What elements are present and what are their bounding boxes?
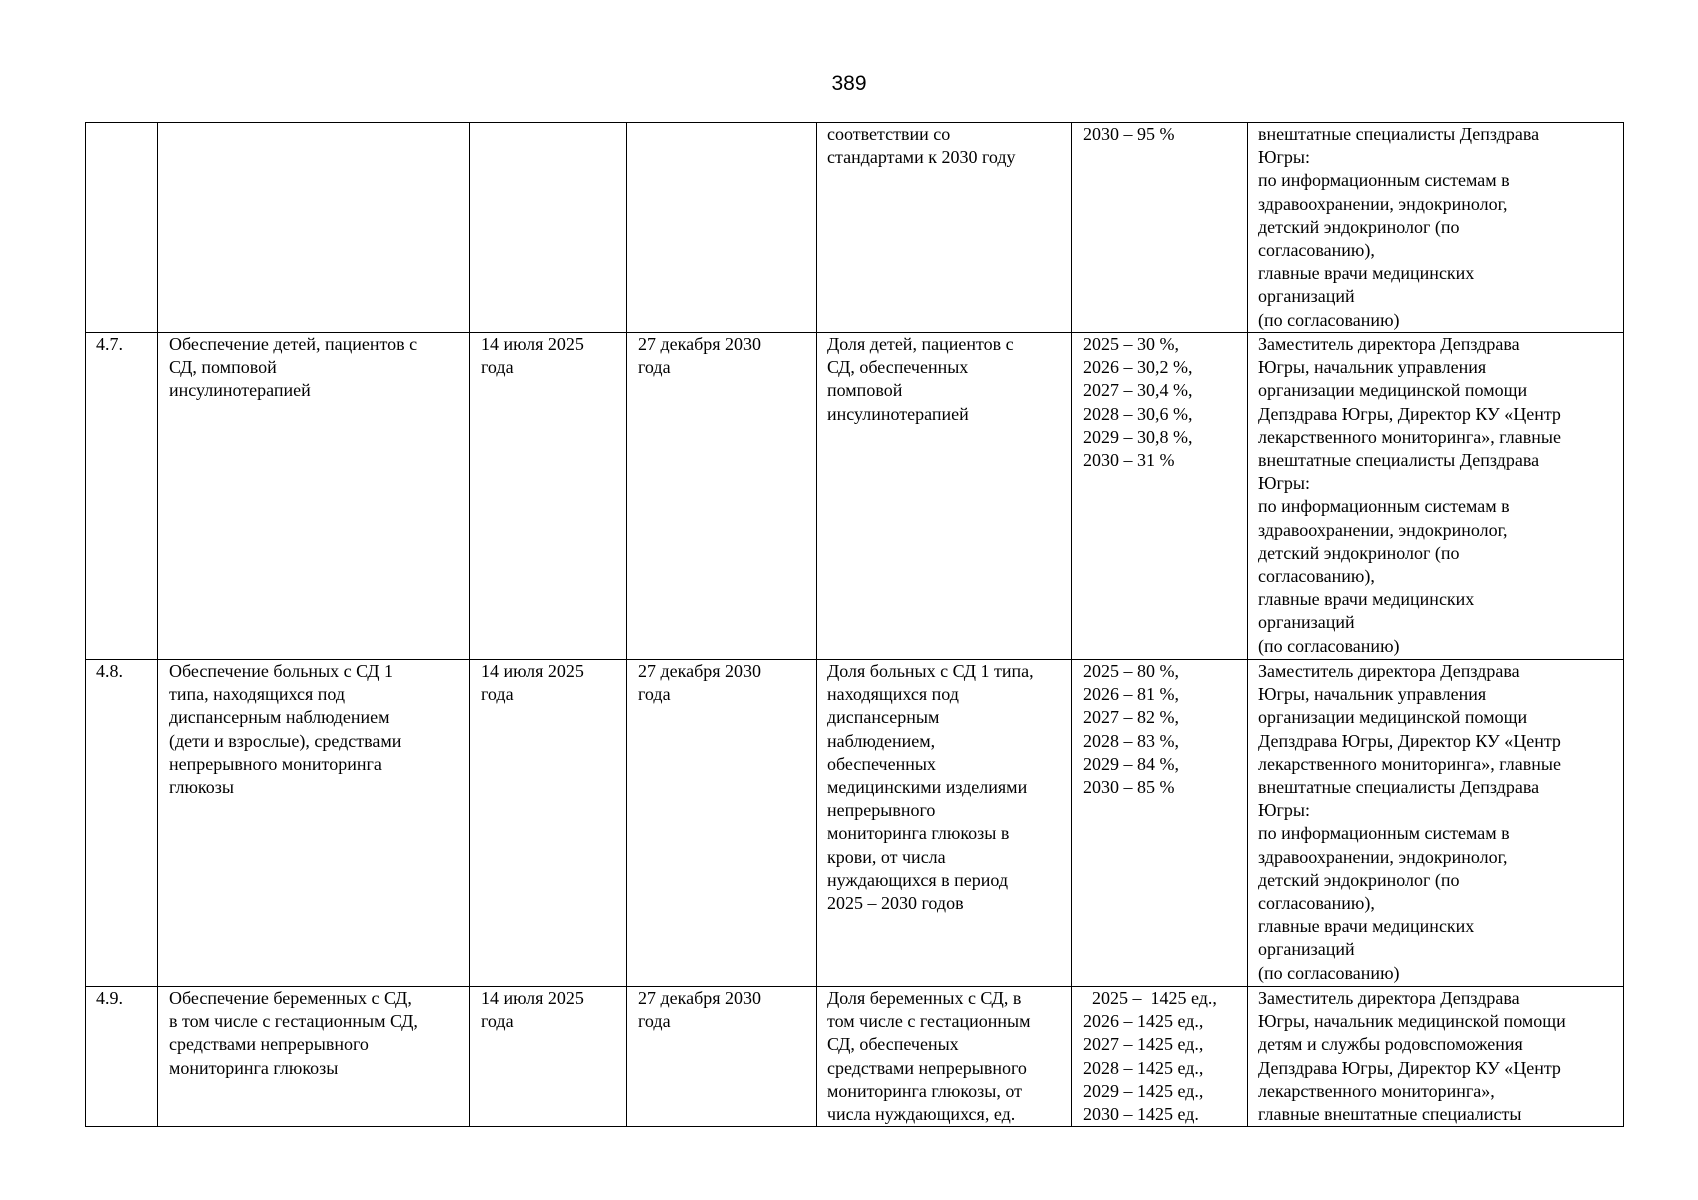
cell-target-values: 2025 – 1425 ед., 2026 – 1425 ед., 2027 – 1425 ед., 2028 – 1425 ед., 2029 – 1425 ед., 2030 – 1425 ед. xyxy=(1072,987,1248,1127)
cell-responsible: Заместитель директора Депздрава Югры, начальник управления организации медицинской помощи Депздрава Югры, Директор КУ «Центр лекарственного мониторинга», главные внештатные специалисты Депздрава Югры: по информационным системам в здравоохранении, эндокринолог, детский эндокринолог (по согласованию), главные врачи медицинских организаций (по согласованию) xyxy=(1248,333,1624,660)
cell-target-values: 2025 – 80 %, 2026 – 81 %, 2027 – 82 %, 2028 – 83 %, 2029 – 84 %, 2030 – 85 % xyxy=(1072,660,1248,987)
cell-target-values: 2030 – 95 % xyxy=(1072,123,1248,333)
cell-number: 4.7. xyxy=(86,333,158,660)
cell-indicator: Доля больных с СД 1 типа, находящихся под диспансерным наблюдением, обеспеченных медицинскими изделиями непрерывного мониторинга глюкозы в крови, от числа нуждающихся в период 2025 – 2030 годов xyxy=(817,660,1072,987)
cell-start-date: 14 июля 2025 года xyxy=(470,987,627,1127)
page-number: 389 xyxy=(831,72,867,95)
cell-indicator: Доля беременных с СД, в том числе с гестационным СД, обеспеченых средствами непрерывного мониторинга глюкозы, от числа нуждающихся, ед. xyxy=(817,987,1072,1127)
cell-event: Обеспечение детей, пациентов с СД, помповой инсулинотерапией xyxy=(158,333,470,660)
table-row xyxy=(86,123,1624,333)
cell-event: Обеспечение больных с СД 1 типа, находящихся под диспансерным наблюдением (дети и взрослые), средствами непрерывного мониторинга глюкозы xyxy=(158,660,470,987)
cell-number xyxy=(86,123,158,333)
cell-event: Обеспечение беременных с СД, в том числе с гестационным СД, средствами непрерывного мониторинга глюкозы xyxy=(158,987,470,1127)
measures-table xyxy=(85,122,1624,1127)
cell-start-date xyxy=(470,123,627,333)
cell-end-date: 27 декабря 2030 года xyxy=(627,660,817,987)
cell-indicator: Доля детей, пациентов с СД, обеспеченных помповой инсулинотерапией xyxy=(817,333,1072,660)
cell-start-date: 14 июля 2025 года xyxy=(470,660,627,987)
table-row xyxy=(86,987,1624,1127)
cell-end-date: 27 декабря 2030 года xyxy=(627,987,817,1127)
cell-target-values: 2025 – 30 %, 2026 – 30,2 %, 2027 – 30,4 %, 2028 – 30,6 %, 2029 – 30,8 %, 2030 – 31 % xyxy=(1072,333,1248,660)
cell-responsible: Заместитель директора Депздрава Югры, начальник управления организации медицинской помощи Депздрава Югры, Директор КУ «Центр лекарственного мониторинга», главные внештатные специалисты Депздрава Югры: по информационным системам в здравоохранении, эндокринолог, детский эндокринолог (по согласованию), главные врачи медицинских организаций (по согласованию) xyxy=(1248,660,1624,987)
cell-indicator: соответствии со стандартами к 2030 году xyxy=(817,123,1072,333)
cell-end-date xyxy=(627,123,817,333)
cell-number: 4.8. xyxy=(86,660,158,987)
cell-end-date: 27 декабря 2030 года xyxy=(627,333,817,660)
table-row xyxy=(86,333,1624,660)
cell-number: 4.9. xyxy=(86,987,158,1127)
table-row xyxy=(86,660,1624,987)
cell-event xyxy=(158,123,470,333)
cell-start-date: 14 июля 2025 года xyxy=(470,333,627,660)
cell-responsible: внештатные специалисты Депздрава Югры: по информационным системам в здравоохранении, эндокринолог, детский эндокринолог (по согласованию), главные врачи медицинских организаций (по согласованию) xyxy=(1248,123,1624,333)
cell-responsible: Заместитель директора Депздрава Югры, начальник медицинской помощи детям и службы родовспоможения Депздрава Югры, Директор КУ «Центр лекарственного мониторинга», главные внештатные специалисты xyxy=(1248,987,1624,1127)
